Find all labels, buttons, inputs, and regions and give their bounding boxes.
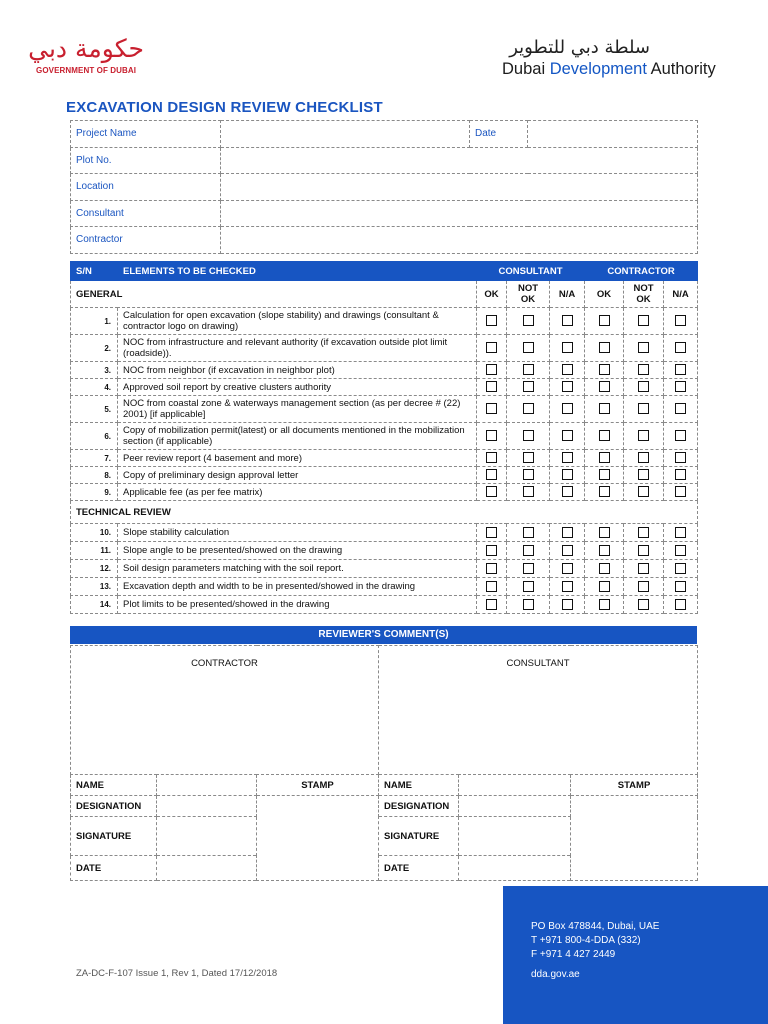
item-text: Peer review report (4 basement and more)	[118, 450, 477, 467]
dda-logo-word-development: Development	[549, 60, 647, 78]
contractor-ok-checkbox[interactable]	[599, 469, 610, 480]
consultant-na-cell	[550, 560, 585, 578]
consultant-signature-label: SIGNATURE	[379, 817, 459, 856]
consultant-not-ok-checkbox[interactable]	[523, 342, 534, 353]
consultant-ok-cell	[477, 308, 507, 335]
contractor-na-checkbox[interactable]	[675, 581, 686, 592]
consultant-name-label: NAME	[379, 775, 459, 796]
document-reference: ZA-DC-F-107 Issue 1, Rev 1, Dated 17/12/2018	[76, 968, 278, 979]
consultant-not-ok-header: NOT OK	[507, 281, 550, 308]
consultant-na-checkbox[interactable]	[562, 599, 573, 610]
consultant-date-label: DATE	[379, 856, 459, 881]
consultant-ok-cell	[477, 362, 507, 379]
contractor-na-cell	[664, 578, 698, 596]
col-contractor: CONTRACTOR	[585, 262, 698, 281]
consultant-not-ok-checkbox[interactable]	[523, 486, 534, 497]
contractor-not-ok-cell	[624, 450, 664, 467]
consultant-comment-label: CONSULTANT	[506, 658, 570, 669]
consultant-na-checkbox[interactable]	[562, 563, 573, 574]
consultant-na-cell	[550, 423, 585, 450]
item-number: 11.	[71, 542, 118, 560]
checklist-row	[71, 542, 698, 560]
consultant-designation-label: DESIGNATION	[379, 796, 459, 817]
dda-logo-english	[502, 60, 716, 79]
item-text: Excavation depth and width to be in presented/showed in the drawing	[118, 578, 477, 596]
contractor-ok-cell	[585, 335, 624, 362]
contractor-not-ok-checkbox[interactable]	[638, 403, 649, 414]
contractor-not-ok-cell	[624, 467, 664, 484]
consultant-na-checkbox[interactable]	[562, 469, 573, 480]
contractor-ok-cell	[585, 560, 624, 578]
consultant-not-ok-cell	[507, 335, 550, 362]
consultant-ok-checkbox[interactable]	[486, 342, 497, 353]
contractor-ok-checkbox[interactable]	[599, 430, 610, 441]
col-elements: ELEMENTS TO BE CHECKED	[118, 262, 477, 281]
item-number: 3.	[71, 362, 118, 379]
footer-website[interactable]: dda.gov.ae	[531, 969, 580, 980]
consultant-ok-checkbox[interactable]	[486, 315, 497, 326]
consultant-not-ok-cell	[507, 560, 550, 578]
contractor-not-ok-checkbox[interactable]	[638, 452, 649, 463]
contractor-ok-cell	[585, 578, 624, 596]
contractor-comment-label: CONTRACTOR	[191, 658, 258, 669]
contractor-na-checkbox[interactable]	[675, 342, 686, 353]
contractor-ok-cell	[585, 308, 624, 335]
consultant-name-field[interactable]	[459, 775, 571, 796]
consultant-ok-header: OK	[477, 281, 507, 308]
consultant-ok-checkbox[interactable]	[486, 364, 497, 375]
item-text: Soil design parameters matching with the soil report.	[118, 560, 477, 578]
contractor-not-ok-cell	[624, 308, 664, 335]
contractor-designation-label: DESIGNATION	[71, 796, 157, 817]
contractor-not-ok-checkbox[interactable]	[638, 581, 649, 592]
contractor-ok-checkbox[interactable]	[599, 364, 610, 375]
contractor-ok-checkbox[interactable]	[599, 527, 610, 538]
document-title: EXCAVATION DESIGN REVIEW CHECKLIST	[66, 99, 383, 116]
item-text: Copy of preliminary design approval letter	[118, 467, 477, 484]
contractor-ok-checkbox[interactable]	[599, 581, 610, 592]
contractor-ok-checkbox[interactable]	[599, 486, 610, 497]
reviewer-table	[70, 645, 698, 881]
contractor-ok-cell	[585, 423, 624, 450]
checklist-row	[71, 467, 698, 484]
consultant-ok-cell	[477, 484, 507, 501]
contractor-na-checkbox[interactable]	[675, 430, 686, 441]
consultant-na-cell	[550, 379, 585, 396]
contractor-not-ok-cell	[624, 560, 664, 578]
contractor-na-cell	[664, 524, 698, 542]
gov-logo-english: GOVERNMENT OF DUBAI	[36, 66, 137, 75]
consultant-field[interactable]	[221, 200, 698, 227]
item-number: 4.	[71, 379, 118, 396]
consultant-designation-field[interactable]	[459, 796, 571, 817]
contractor-not-ok-cell	[624, 524, 664, 542]
dda-logo-word-authority: Authority	[646, 60, 716, 78]
contractor-na-cell	[664, 423, 698, 450]
footer-address: PO Box 478844, Dubai, UAE	[531, 921, 660, 932]
contractor-na-checkbox[interactable]	[675, 452, 686, 463]
consultant-not-ok-cell	[507, 308, 550, 335]
consultant-na-checkbox[interactable]	[562, 342, 573, 353]
checklist-row	[71, 335, 698, 362]
contractor-not-ok-cell	[624, 484, 664, 501]
footer-phone: T +971 800-4-DDA (332)	[531, 935, 641, 946]
consultant-na-cell	[550, 335, 585, 362]
consultant-not-ok-checkbox[interactable]	[523, 527, 534, 538]
date-field[interactable]	[528, 121, 698, 148]
consultant-not-ok-cell	[507, 578, 550, 596]
checklist-row	[71, 308, 698, 335]
item-text: Copy of mobilization permit(latest) or all documents mentioned in the mobilization section (if applicable)	[118, 423, 477, 450]
contractor-label: Contractor	[71, 227, 221, 254]
consultant-not-ok-checkbox[interactable]	[523, 469, 534, 480]
consultant-na-header: N/A	[550, 281, 585, 308]
item-text: Slope stability calculation	[118, 524, 477, 542]
contractor-ok-checkbox[interactable]	[599, 599, 610, 610]
contractor-not-ok-checkbox[interactable]	[638, 315, 649, 326]
consultant-ok-checkbox[interactable]	[486, 469, 497, 480]
checklist-row	[71, 423, 698, 450]
contractor-na-checkbox[interactable]	[675, 469, 686, 480]
item-text: Applicable fee (as per fee matrix)	[118, 484, 477, 501]
consultant-ok-checkbox[interactable]	[486, 486, 497, 497]
item-text: Approved soil report by creative clusters authority	[118, 379, 477, 396]
consultant-na-checkbox[interactable]	[562, 315, 573, 326]
consultant-not-ok-checkbox[interactable]	[523, 581, 534, 592]
contractor-not-ok-cell	[624, 578, 664, 596]
location-label: Location	[71, 174, 221, 201]
contractor-name-field[interactable]	[157, 775, 257, 796]
item-text: Calculation for open excavation (slope stability) and drawings (consultant & contractor logo on drawing)	[118, 308, 477, 335]
consultant-stamp-field[interactable]	[571, 796, 698, 881]
checklist-row	[71, 596, 698, 614]
consultant-not-ok-cell	[507, 467, 550, 484]
consultant-na-cell	[550, 396, 585, 423]
contractor-date-field[interactable]	[157, 856, 257, 881]
consultant-ok-cell	[477, 524, 507, 542]
contractor-na-checkbox[interactable]	[675, 403, 686, 414]
consultant-ok-checkbox[interactable]	[486, 403, 497, 414]
consultant-na-cell	[550, 524, 585, 542]
consultant-not-ok-cell	[507, 362, 550, 379]
contractor-na-cell	[664, 396, 698, 423]
contractor-na-cell	[664, 335, 698, 362]
consultant-na-checkbox[interactable]	[562, 430, 573, 441]
consultant-na-checkbox[interactable]	[562, 452, 573, 463]
contractor-comment-box[interactable]	[71, 646, 379, 775]
item-number: 2.	[71, 335, 118, 362]
consultant-ok-checkbox[interactable]	[486, 545, 497, 556]
contractor-na-cell	[664, 308, 698, 335]
contractor-not-ok-checkbox[interactable]	[638, 486, 649, 497]
contractor-na-checkbox[interactable]	[675, 563, 686, 574]
item-number: 8.	[71, 467, 118, 484]
plot-no-label: Plot No.	[71, 147, 221, 174]
contractor-ok-cell	[585, 484, 624, 501]
consultant-not-ok-checkbox[interactable]	[523, 599, 534, 610]
contractor-ok-cell	[585, 362, 624, 379]
consultant-na-cell	[550, 362, 585, 379]
contractor-not-ok-cell	[624, 423, 664, 450]
consultant-ok-cell	[477, 423, 507, 450]
consultant-not-ok-cell	[507, 423, 550, 450]
checklist-row	[71, 484, 698, 501]
contractor-na-header: N/A	[664, 281, 698, 308]
contractor-not-ok-checkbox[interactable]	[638, 381, 649, 392]
dda-logo-word-dubai: Dubai	[502, 60, 550, 78]
consultant-date-field[interactable]	[459, 856, 571, 881]
contractor-na-checkbox[interactable]	[675, 545, 686, 556]
contractor-stamp-field[interactable]	[257, 796, 379, 881]
item-text: NOC from neighbor (if excavation in neighbor plot)	[118, 362, 477, 379]
section-technical: TECHNICAL REVIEW	[71, 501, 698, 524]
contractor-na-cell	[664, 596, 698, 614]
item-text: NOC from coastal zone & waterways management section (as per decree # (22) 2001) [if applicable]	[118, 396, 477, 423]
consultant-ok-cell	[477, 596, 507, 614]
contractor-na-checkbox[interactable]	[675, 315, 686, 326]
consultant-ok-checkbox[interactable]	[486, 599, 497, 610]
item-number: 13.	[71, 578, 118, 596]
consultant-not-ok-checkbox[interactable]	[523, 545, 534, 556]
project-name-field[interactable]	[221, 121, 470, 148]
contractor-ok-cell	[585, 524, 624, 542]
project-info-table	[70, 120, 698, 254]
contractor-ok-checkbox[interactable]	[599, 342, 610, 353]
consultant-ok-checkbox[interactable]	[486, 381, 497, 392]
consultant-signature-field[interactable]	[459, 817, 571, 856]
item-number: 12.	[71, 560, 118, 578]
consultant-not-ok-checkbox[interactable]	[523, 563, 534, 574]
contractor-designation-field[interactable]	[157, 796, 257, 817]
consultant-ok-checkbox[interactable]	[486, 527, 497, 538]
checklist-table	[70, 261, 698, 614]
date-label: Date	[470, 121, 528, 148]
consultant-na-checkbox[interactable]	[562, 486, 573, 497]
consultant-not-ok-cell	[507, 379, 550, 396]
contractor-na-checkbox[interactable]	[675, 599, 686, 610]
gov-logo-arabic: حكومة دبي	[28, 34, 144, 63]
checklist-row	[71, 379, 698, 396]
contractor-not-ok-cell	[624, 396, 664, 423]
contractor-na-cell	[664, 467, 698, 484]
contractor-not-ok-header: NOT OK	[624, 281, 664, 308]
contractor-na-checkbox[interactable]	[675, 527, 686, 538]
col-sn: S/N	[71, 262, 118, 281]
consultant-ok-cell	[477, 467, 507, 484]
contractor-not-ok-cell	[624, 379, 664, 396]
plot-no-field[interactable]	[221, 147, 698, 174]
contractor-stamp-label: STAMP	[257, 775, 379, 796]
consultant-ok-cell	[477, 578, 507, 596]
consultant-na-cell	[550, 467, 585, 484]
contractor-not-ok-checkbox[interactable]	[638, 342, 649, 353]
consultant-not-ok-checkbox[interactable]	[523, 315, 534, 326]
consultant-not-ok-checkbox[interactable]	[523, 403, 534, 414]
contractor-na-cell	[664, 484, 698, 501]
consultant-na-cell	[550, 308, 585, 335]
section-general: GENERAL	[71, 281, 477, 308]
contractor-field[interactable]	[221, 227, 698, 254]
consultant-ok-checkbox[interactable]	[486, 452, 497, 463]
consultant-not-ok-cell	[507, 396, 550, 423]
checklist-row	[71, 362, 698, 379]
project-name-label: Project Name	[71, 121, 221, 148]
contractor-not-ok-checkbox[interactable]	[638, 527, 649, 538]
contractor-signature-field[interactable]	[157, 817, 257, 856]
contractor-name-label: NAME	[71, 775, 157, 796]
consultant-na-checkbox[interactable]	[562, 381, 573, 392]
contractor-ok-cell	[585, 596, 624, 614]
consultant-na-checkbox[interactable]	[562, 581, 573, 592]
consultant-na-checkbox[interactable]	[562, 364, 573, 375]
contractor-na-cell	[664, 542, 698, 560]
item-text: Plot limits to be presented/showed in the drawing	[118, 596, 477, 614]
contractor-ok-cell	[585, 450, 624, 467]
consultant-not-ok-cell	[507, 596, 550, 614]
contractor-na-cell	[664, 450, 698, 467]
consultant-na-cell	[550, 578, 585, 596]
contractor-na-cell	[664, 560, 698, 578]
consultant-ok-checkbox[interactable]	[486, 563, 497, 574]
contractor-signature-label: SIGNATURE	[71, 817, 157, 856]
item-text: NOC from infrastructure and relevant authority (if excavation outside plot limit (roadside)).	[118, 335, 477, 362]
item-number: 9.	[71, 484, 118, 501]
contractor-ok-cell	[585, 379, 624, 396]
item-number: 6.	[71, 423, 118, 450]
contractor-not-ok-checkbox[interactable]	[638, 469, 649, 480]
consultant-na-checkbox[interactable]	[562, 403, 573, 414]
checklist-row	[71, 450, 698, 467]
reviewer-comments-bar: REVIEWER'S COMMENT(S)	[70, 626, 697, 644]
footer-fax: F +971 4 427 2449	[531, 949, 616, 960]
contractor-ok-checkbox[interactable]	[599, 452, 610, 463]
consultant-na-cell	[550, 484, 585, 501]
consultant-ok-cell	[477, 379, 507, 396]
item-number: 14.	[71, 596, 118, 614]
consultant-not-ok-checkbox[interactable]	[523, 364, 534, 375]
consultant-comment-box[interactable]	[379, 646, 698, 775]
contractor-na-cell	[664, 362, 698, 379]
contractor-not-ok-checkbox[interactable]	[638, 563, 649, 574]
contractor-date-label: DATE	[71, 856, 157, 881]
item-number: 10.	[71, 524, 118, 542]
consultant-not-ok-cell	[507, 484, 550, 501]
contractor-na-checkbox[interactable]	[675, 486, 686, 497]
consultant-na-checkbox[interactable]	[562, 527, 573, 538]
footer-contact-box	[503, 886, 768, 1024]
contractor-ok-cell	[585, 396, 624, 423]
location-field[interactable]	[221, 174, 698, 201]
item-number: 1.	[71, 308, 118, 335]
contractor-ok-checkbox[interactable]	[599, 403, 610, 414]
contractor-not-ok-checkbox[interactable]	[638, 430, 649, 441]
consultant-stamp-label: STAMP	[571, 775, 698, 796]
contractor-not-ok-checkbox[interactable]	[638, 545, 649, 556]
checklist-row	[71, 560, 698, 578]
consultant-na-cell	[550, 596, 585, 614]
contractor-ok-cell	[585, 467, 624, 484]
consultant-not-ok-cell	[507, 524, 550, 542]
contractor-na-cell	[664, 379, 698, 396]
consultant-label: Consultant	[71, 200, 221, 227]
item-number: 5.	[71, 396, 118, 423]
consultant-ok-cell	[477, 560, 507, 578]
contractor-not-ok-checkbox[interactable]	[638, 364, 649, 375]
consultant-na-cell	[550, 450, 585, 467]
contractor-not-ok-checkbox[interactable]	[638, 599, 649, 610]
consultant-not-ok-cell	[507, 450, 550, 467]
consultant-ok-checkbox[interactable]	[486, 430, 497, 441]
consultant-not-ok-checkbox[interactable]	[523, 381, 534, 392]
consultant-not-ok-checkbox[interactable]	[523, 430, 534, 441]
contractor-ok-checkbox[interactable]	[599, 315, 610, 326]
checklist-row	[71, 396, 698, 423]
contractor-na-checkbox[interactable]	[675, 364, 686, 375]
consultant-not-ok-cell	[507, 542, 550, 560]
checklist-row	[71, 524, 698, 542]
consultant-ok-checkbox[interactable]	[486, 581, 497, 592]
dda-logo-arabic: سلطة دبي للتطوير	[509, 37, 650, 58]
consultant-not-ok-checkbox[interactable]	[523, 452, 534, 463]
contractor-ok-header: OK	[585, 281, 624, 308]
contractor-ok-cell	[585, 542, 624, 560]
contractor-na-checkbox[interactable]	[675, 381, 686, 392]
contractor-not-ok-cell	[624, 596, 664, 614]
contractor-not-ok-cell	[624, 362, 664, 379]
item-text: Slope angle to be presented/showed on the drawing	[118, 542, 477, 560]
contractor-ok-checkbox[interactable]	[599, 563, 610, 574]
contractor-ok-checkbox[interactable]	[599, 381, 610, 392]
consultant-na-cell	[550, 542, 585, 560]
contractor-not-ok-cell	[624, 335, 664, 362]
col-consultant: CONSULTANT	[477, 262, 585, 281]
consultant-ok-cell	[477, 542, 507, 560]
consultant-ok-cell	[477, 335, 507, 362]
contractor-ok-checkbox[interactable]	[599, 545, 610, 556]
checklist-row	[71, 578, 698, 596]
consultant-ok-cell	[477, 450, 507, 467]
consultant-ok-cell	[477, 396, 507, 423]
item-number: 7.	[71, 450, 118, 467]
contractor-not-ok-cell	[624, 542, 664, 560]
consultant-na-checkbox[interactable]	[562, 545, 573, 556]
